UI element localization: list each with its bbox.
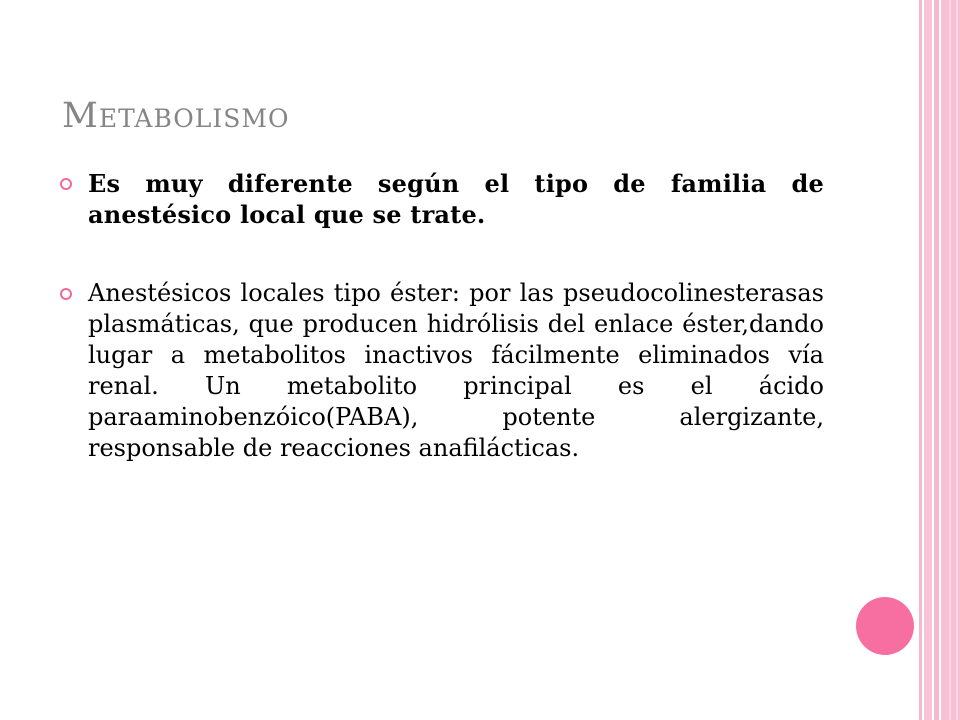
bullet-item: [60, 278, 824, 464]
bullet-item: [60, 168, 824, 230]
bullet-text: Anestésicos locales tipo éster: por las pseudocolinesterasas plasmáticas, que producen hidrólisis del enlace éster,dando lugar a metabolitos inactivos fácilmente eliminados vía renal. Un metabolito principal es el ácido paraaminobenzóico(PABA), potente alergizante, responsable de reacciones anafilácticas.: [88, 279, 824, 462]
decorative-stripe: [956, 0, 958, 720]
slide-title: Metabolismo: [62, 96, 290, 136]
bullet-text: Es muy diferente según el tipo de familia de anestésico local que se trate.: [88, 169, 824, 229]
decorative-stripe: [924, 0, 932, 720]
circle-outline-icon: [60, 288, 72, 300]
decorative-stripe: [919, 0, 922, 720]
decorative-stripe: [949, 0, 951, 720]
circle-outline-icon: [60, 178, 72, 190]
decorative-stripe: [934, 0, 939, 720]
bullet-list: [60, 168, 824, 464]
pink-circle-icon: [856, 597, 914, 655]
